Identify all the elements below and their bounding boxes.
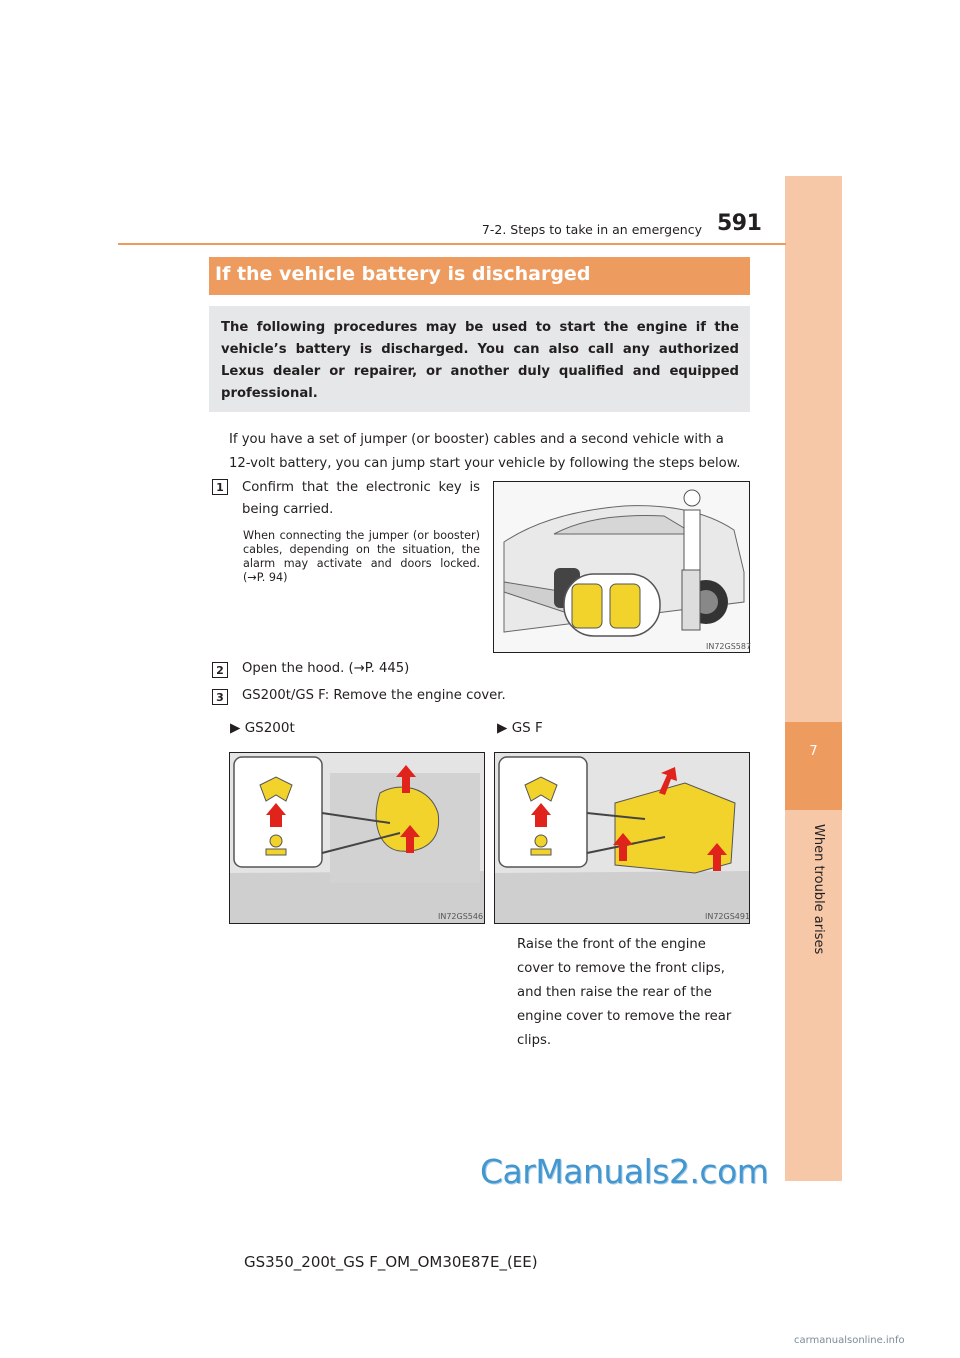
cover-removal-caption: Raise the front of the engine cover to remove the front clips, and then raise the rear of the engine cover to remove the rear clips. [517,937,732,1048]
watermark: CarManuals2.com [480,1152,769,1191]
figure-gs200t-engine [229,752,485,924]
figure-gsf-id: IN72GS491 [705,912,751,921]
figure-key-carried [493,481,750,653]
figure-gs200t-id: IN72GS546 [438,912,484,921]
page-title: If the vehicle battery is discharged [215,263,591,285]
figure-gsf-engine [494,752,750,924]
variant-gsf-label: GS F [511,720,543,736]
step-badge-1: 1 [212,479,228,495]
variant-gs200t [230,720,295,736]
variant-gs200t-label: GS200t [244,720,295,736]
triangle-bullet-icon: ▶ [230,720,245,736]
page-number: 591 [717,211,762,236]
engine-bay-illustration [230,753,485,924]
chapter-number: 7 [809,744,818,759]
header-rule [118,243,786,245]
step-3-text: GS200t/GS F: Remove the engine cover. [242,688,506,703]
chapter-label: When trouble arises [811,824,826,955]
figure-1-id: IN72GS587 [706,642,752,651]
step-2-text: Open the hood. (→P. 445) [242,661,410,676]
step-1-text: Confirm that the electronic key is being carried. [242,480,480,517]
step-badge-3: 3 [212,689,228,705]
document-code: GS350_200t_GS F_OM_OM30E87E_(EE) [244,1253,538,1271]
watermark-small: carmanualsonline.info [794,1335,905,1346]
chapter-side-bar [785,176,842,1181]
section-heading: 7-2. Steps to take in an emergency [481,222,702,237]
triangle-bullet-icon: ▶ [497,720,512,736]
step-1-note: When connecting the jumper (or booster) cables, depending on the situation, the alarm may activate and doors locked. (→P. 94) [243,529,480,584]
step-badge-2: 2 [212,662,228,678]
engine-bay-illustration [495,753,750,924]
chapter-tab [785,722,842,810]
intro-text: The following procedures may be used to start the engine if the vehicle’s battery is discharged. You can also call any authorized Lexus dealer or repairer, or another duly qualified and equipped professional. [221,320,739,401]
lead-paragraph: If you have a set of jumper (or booster) cables and a second vehicle with a 12-volt battery, you can jump start your vehicle by following the steps below. [229,432,741,471]
variant-gsf [497,720,543,736]
car-with-person-illustration [494,482,750,653]
